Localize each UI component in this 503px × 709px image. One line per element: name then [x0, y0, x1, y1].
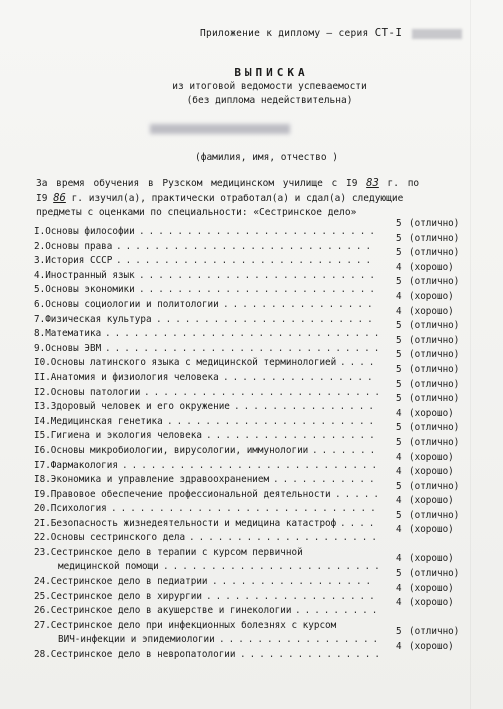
grade-score: 4	[396, 261, 402, 273]
subject-row	[34, 597, 484, 620]
grade	[396, 437, 459, 448]
leader-dots: ..................	[206, 590, 379, 602]
grade	[396, 379, 459, 390]
leader-dots: .......................	[156, 313, 377, 325]
subject-label: 27.Сестринское дело при инфекционных болезнях с курсом	[34, 619, 337, 631]
grade-word: (отлично)	[409, 480, 460, 492]
subject-label: 24.Сестринское дело в педиатрии	[34, 576, 208, 588]
document-title: ВЫПИСКА	[234, 66, 309, 79]
redacted-full-name	[150, 124, 290, 134]
grade	[396, 510, 459, 521]
leader-dots: .........................	[139, 284, 379, 296]
grade-word: (отлично)	[409, 422, 460, 434]
grade-word: (отлично)	[409, 349, 460, 361]
subject-label: 28.Сестринское дело в невропатологии	[34, 648, 236, 660]
subject-label: 9.Основы ЭВМ	[34, 342, 102, 354]
subject-label-continuation: ВИЧ-инфекции и эпидемиологии	[58, 633, 215, 645]
grade-word: (хорошо)	[409, 524, 454, 536]
leader-dots: .....	[335, 488, 383, 500]
annex-text: Приложение к диплому — серия	[200, 28, 369, 39]
grade	[396, 452, 454, 463]
leader-dots: .......................	[163, 561, 384, 573]
intro-line-1-text: За время обучения в Рузском медицинском училище с I9	[36, 178, 358, 189]
leader-dots: ....	[340, 357, 379, 369]
grade	[396, 495, 454, 506]
leader-dots: .................	[212, 576, 376, 588]
grade-word: (отлично)	[409, 320, 460, 332]
grade	[396, 626, 459, 637]
leader-dots: .............................	[105, 328, 384, 340]
leader-dots: ...........	[273, 474, 379, 486]
leader-dots: ...........................	[116, 240, 376, 252]
grade	[396, 364, 459, 375]
grade	[396, 524, 454, 535]
grade-score: 5	[396, 393, 402, 405]
grade-word: (отлично)	[409, 393, 460, 405]
grade	[396, 597, 454, 608]
grade-word: (отлично)	[409, 334, 460, 346]
grade-score: 4	[396, 553, 402, 565]
grade-word: (отлично)	[409, 276, 460, 288]
grade-word: (хорошо)	[409, 261, 454, 273]
grade-word: (отлично)	[409, 625, 460, 637]
grade-word: (хорошо)	[409, 582, 454, 594]
subject-label: I6.Основы микробиологии, вирусологии, иммунологии	[34, 444, 309, 456]
leader-dots: ..................	[206, 430, 379, 442]
grade	[396, 218, 459, 229]
subject-label: 3.История СССР	[34, 255, 113, 267]
leader-dots: .......	[312, 444, 380, 456]
subject-label: 22.Основы сестринского дела	[34, 532, 186, 544]
grade	[396, 568, 459, 579]
series-code: СТ-I	[374, 26, 403, 39]
grade-word: (отлично)	[409, 509, 460, 521]
grade-word: (отлично)	[409, 378, 460, 390]
grade-word: (хорошо)	[409, 290, 454, 302]
grade-score: 5	[396, 334, 402, 346]
grade-word: (отлично)	[409, 232, 460, 244]
grade-score: 4	[396, 451, 402, 463]
grade-score: 4	[396, 640, 402, 652]
name-caption: (фамилия, имя, отчество )	[195, 152, 338, 163]
leader-dots: ................	[223, 371, 377, 383]
grade-score: 5	[396, 568, 402, 580]
subtitle-line-1: из итоговой ведомости успеваемости	[172, 81, 367, 92]
leader-dots: .................	[219, 633, 383, 645]
grade-score: 5	[396, 363, 402, 375]
grade-word: (хорошо)	[409, 597, 454, 609]
grade-word: (хорошо)	[409, 451, 454, 463]
grade	[396, 641, 454, 652]
grade-score: 4	[396, 495, 402, 507]
grade-word: (хорошо)	[409, 466, 454, 478]
subject-label: 25.Сестринское дело в хирургии	[34, 590, 202, 602]
grade-score: 4	[396, 305, 402, 317]
grade-word: (отлично)	[409, 568, 460, 580]
year-end: 86	[53, 192, 66, 204]
subject-label: I2.Основы патологии	[34, 386, 141, 398]
grade	[396, 466, 454, 477]
grade	[396, 291, 454, 302]
grade-score: 4	[396, 524, 402, 536]
leader-dots: .........................	[139, 226, 379, 237]
intro-line-2-text: г. изучил(а), практически отработал(а) и сдал(а) следующие	[71, 193, 404, 204]
grade-word: (хорошо)	[409, 305, 454, 317]
subject-label: 2.Основы права	[34, 240, 113, 252]
subject-label: I3.Здоровый человек и его окружение	[34, 401, 230, 413]
grade-word: (отлично)	[409, 218, 460, 229]
leader-dots: ...............	[240, 648, 384, 660]
intro-line-3: предметы с оценками по специальности: «Сестринское дело»	[36, 207, 357, 218]
subject-label: I5.Гигиена и экология человека	[34, 430, 202, 442]
leader-dots: .........	[295, 605, 382, 617]
leader-dots: ...........................	[122, 459, 382, 471]
subject-label: 2I.Безопасность жизнедеятельности и медицина катастроф	[34, 517, 337, 529]
intro-line-2	[36, 192, 476, 204]
subject-label: I0.Основы латинского языка с медицинской терминологией	[34, 357, 337, 369]
leader-dots: ....	[340, 517, 379, 529]
grade	[396, 422, 459, 433]
grade-word: (хорошо)	[409, 553, 454, 565]
year-start: 83	[366, 177, 379, 189]
leader-dots: ...........................	[116, 255, 376, 267]
subject-label: I4.Медицинская генетика	[34, 415, 163, 427]
subject-row	[34, 524, 484, 547]
grade-word: (хорошо)	[409, 407, 454, 419]
grade-score: 5	[396, 480, 402, 492]
grade-score: 4	[396, 582, 402, 594]
grade-score: 5	[396, 349, 402, 361]
grade-score: 4	[396, 597, 402, 609]
subject-label: I9.Правовое обеспечение профессиональной деятельности	[34, 488, 331, 500]
subjects-list	[34, 218, 484, 663]
grade-word: (хорошо)	[409, 495, 454, 507]
grade-score: 5	[396, 625, 402, 637]
grade-score: 5	[396, 320, 402, 332]
intro-line-1	[36, 177, 476, 189]
grade-score: 5	[396, 509, 402, 521]
intro-line-1-end: г. по	[387, 178, 420, 189]
grade-word: (хорошо)	[409, 640, 454, 652]
leader-dots: ............................	[111, 503, 380, 515]
grade	[396, 553, 454, 564]
grade-score: 5	[396, 232, 402, 244]
subject-label: 20.Психология	[34, 503, 107, 515]
grade	[396, 349, 459, 360]
grade	[396, 408, 454, 419]
grade-word: (отлично)	[409, 363, 460, 375]
grade-score: 4	[396, 466, 402, 478]
subject-label: 7.Физическая культура	[34, 313, 152, 325]
grade-word: (отлично)	[409, 436, 460, 448]
grade	[396, 335, 459, 346]
subject-label-continuation: медицинской помощи	[58, 561, 159, 573]
leader-dots: ................	[223, 298, 377, 310]
annex-header	[200, 26, 462, 39]
grade	[396, 276, 459, 287]
grade	[396, 262, 454, 273]
grade-score: 5	[396, 247, 402, 259]
leader-dots: .............................	[105, 342, 384, 354]
grade	[396, 320, 459, 331]
leader-dots: ....................	[189, 532, 381, 544]
grade-score: 5	[396, 218, 402, 229]
subject-label: I8.Экономика и управление здравоохранением	[34, 474, 270, 486]
subject-label: 4.Иностранный язык	[34, 269, 135, 281]
leader-dots: ...............	[234, 401, 378, 413]
redacted-serial-number	[412, 29, 462, 39]
leader-dots: ......................	[167, 415, 379, 427]
grade-score: 5	[396, 422, 402, 434]
leader-dots: .........................	[144, 386, 384, 398]
intro-line-2-prefix: I9	[36, 193, 48, 204]
grade	[396, 481, 459, 492]
grade	[396, 247, 459, 258]
grade-word: (отлично)	[409, 247, 460, 259]
grade	[396, 393, 459, 404]
grade-score: 4	[396, 290, 402, 302]
grade-score: 5	[396, 436, 402, 448]
subject-label: I7.Фармакология	[34, 459, 118, 471]
grade-score: 5	[396, 378, 402, 390]
leader-dots: .........................	[139, 269, 379, 281]
subject-label: 6.Основы социологии и политологии	[34, 298, 219, 310]
subject-label: II.Анатомия и физиология человека	[34, 371, 219, 383]
subject-label: 23.Сестринское дело в терапии с курсом первичной	[34, 547, 303, 559]
subject-label: 5.Основы экономики	[34, 284, 135, 296]
subject-label: I.Основы философии	[34, 226, 135, 237]
subtitle-line-2: (без диплома недействительна)	[186, 95, 353, 106]
grade	[396, 233, 459, 244]
subject-label: 26.Сестринское дело в акушерстве и гинекологии	[34, 605, 292, 617]
subject-label: 8.Математика	[34, 328, 102, 340]
grade-score: 5	[396, 276, 402, 288]
grade	[396, 306, 454, 317]
grade	[396, 583, 454, 594]
subject-row	[34, 640, 484, 664]
grade-score: 4	[396, 407, 402, 419]
